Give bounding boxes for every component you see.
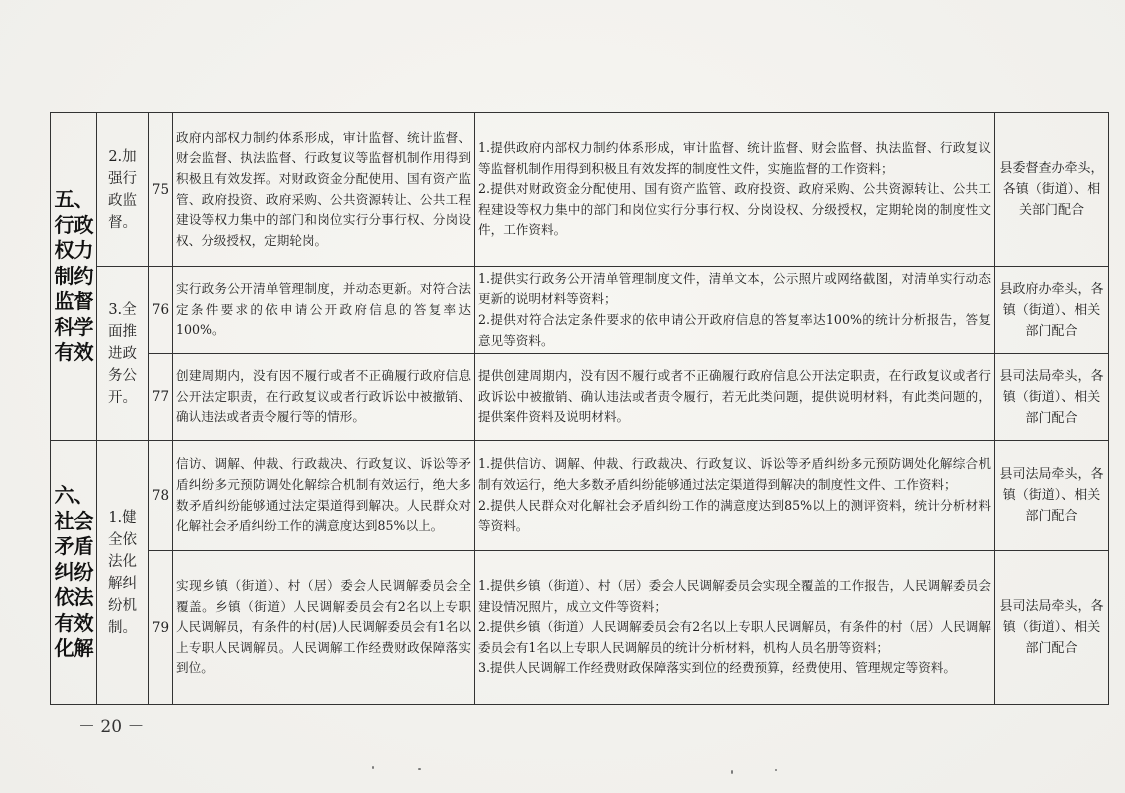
material-item: 2.提供人民群众对化解社会矛盾纠纷工作的满意度达到85%以上的测评资料，统计分析材料等资料。 — [478, 497, 991, 534]
item-number: 78 — [149, 441, 173, 551]
standard-cell: 实行政务公开清单管理制度，并动态更新。对符合法定条件要求的依申请公开政府信息的答复率达100%。 — [173, 267, 475, 354]
responsible-cell: 县司法局牵头，各镇（街道）、相关部门配合 — [995, 441, 1109, 551]
materials-cell — [475, 441, 995, 551]
responsible-cell: 县政府办牵头，各镇（街道）、相关部门配合 — [995, 267, 1109, 354]
material-item: 3.提供人民调解工作经费财政保障落实到位的经费预算，经费使用、管理规定等资料。 — [478, 660, 956, 676]
item-number: 75 — [149, 113, 173, 267]
item-number: 76 — [149, 267, 173, 354]
standard-cell: 信访、调解、仲裁、行政裁决、行政复议、诉讼等矛盾纠纷多元预防调处化解综合机制有效运行，绝大多数矛盾纠纷能够通过法定渠道得到解决。人民群众对化解社会矛盾纠纷工作的满意度达到85%以上。 — [173, 441, 475, 551]
responsible-cell: 县司法局牵头，各镇（街道）、相关部门配合 — [995, 551, 1109, 705]
table-row — [51, 267, 1109, 354]
responsible-cell: 县委督查办牵头，各镇（街道）、相关部门配合 — [995, 113, 1109, 267]
subcategory-cell: 2.加强行政监督。 — [97, 113, 149, 267]
material-item: 1.提供信访、调解、仲裁、行政裁决、行政复议、诉讼等矛盾纠纷多元预防调处化解综合机制有效运行，绝大多数矛盾纠纷能够通过法定渠道得到解决的制度性文件、工作资料； — [478, 456, 991, 492]
materials-cell — [475, 354, 995, 441]
page-number: － 20 － — [78, 717, 145, 737]
material-item: 1.提供乡镇（街道）、村（居）委会人民调解委员会实现全覆盖的工作报告，人民调解委员会建设情况照片，成立文件等资料； — [478, 578, 991, 614]
material-item: 2.提供对符合法定条件要求的依申请公开政府信息的答复率达100%的统计分析报告，答复意见等资料。 — [478, 312, 991, 348]
item-number: 79 — [149, 551, 173, 705]
materials-cell — [475, 551, 995, 705]
material-item: 提供创建周期内，没有因不履行或者不正确履行政府信息公开法定职责，在行政复议或者行政诉讼中被撤销、确认违法或者责令履行，若无此类问题，提供说明材料，有此类问题的，提供案件资料及说明材料。 — [478, 368, 991, 425]
subcategory-cell: 3.全面推进政务公开。 — [97, 267, 149, 441]
table-row — [51, 441, 1109, 551]
table-row — [51, 354, 1109, 441]
evaluation-table — [50, 112, 1109, 705]
material-item: 2.提供乡镇（街道）人民调解委员会有2名以上专职人民调解员，有条件的村（居）人民调解委员会有1名以上专职人民调解员的统计分析材料，机构人员名册等资料； — [478, 619, 991, 655]
material-item: 2.提供对财政资金分配使用、国有资产监管、政府投资、政府采购、公共资源转让、公共工程建设等权力集中的部门和岗位实行分事行权、分岗设权、分级授权，定期轮岗的制度性文件，工作资料。 — [478, 181, 991, 238]
scan-speck — [418, 768, 421, 770]
category-cell: 六、社会矛盾纠纷依法有效化解 — [51, 441, 97, 705]
category-cell: 五、行政权力制约监督科学有效 — [51, 113, 97, 441]
standard-cell: 实现乡镇（街道）、村（居）委会人民调解委员会全覆盖。乡镇（街道）人民调解委员会有2名以上专职人民调解员，有条件的村(居)人民调解委员会有1名以上专职人民调解员。人民调解工作经费财政保障落实到位。 — [173, 551, 475, 705]
materials-cell — [475, 113, 995, 267]
table-row — [51, 113, 1109, 267]
standard-cell: 政府内部权力制约体系形成，审计监督、统计监督、财会监督、执法监督、行政复议等监督机制作用得到积极且有效发挥。对财政资金分配使用、国有资产监管、政府投资、政府采购、公共资源转让、公共工程建设等权力集中的部门和岗位实行分事行权、分岗设权、分级授权，定期轮岗。 — [173, 113, 475, 267]
materials-cell — [475, 267, 995, 354]
material-item: 1.提供政府内部权力制约体系形成，审计监督、统计监督、财会监督、执法监督、行政复议等监督机制作用得到积极且有效发挥的制度性文件，实施监督的工作资料； — [478, 140, 991, 176]
material-item: 1.提供实行政务公开清单管理制度文件，清单文本，公示照片或网络截图，对清单实行动态更新的说明材料等资料； — [478, 270, 991, 307]
table-row — [51, 551, 1109, 705]
item-number: 77 — [149, 354, 173, 441]
scan-speck — [372, 766, 374, 769]
subcategory-cell: 1.健全依法化解纠纷机制。 — [97, 441, 149, 705]
responsible-cell: 县司法局牵头，各镇（街道）、相关部门配合 — [995, 354, 1109, 441]
scan-speck — [775, 769, 777, 771]
scan-speck — [731, 770, 733, 774]
standard-cell: 创建周期内，没有因不履行或者不正确履行政府信息公开法定职责，在行政复议或者行政诉讼中被撤销、确认违法或者责令履行等的情形。 — [173, 354, 475, 441]
